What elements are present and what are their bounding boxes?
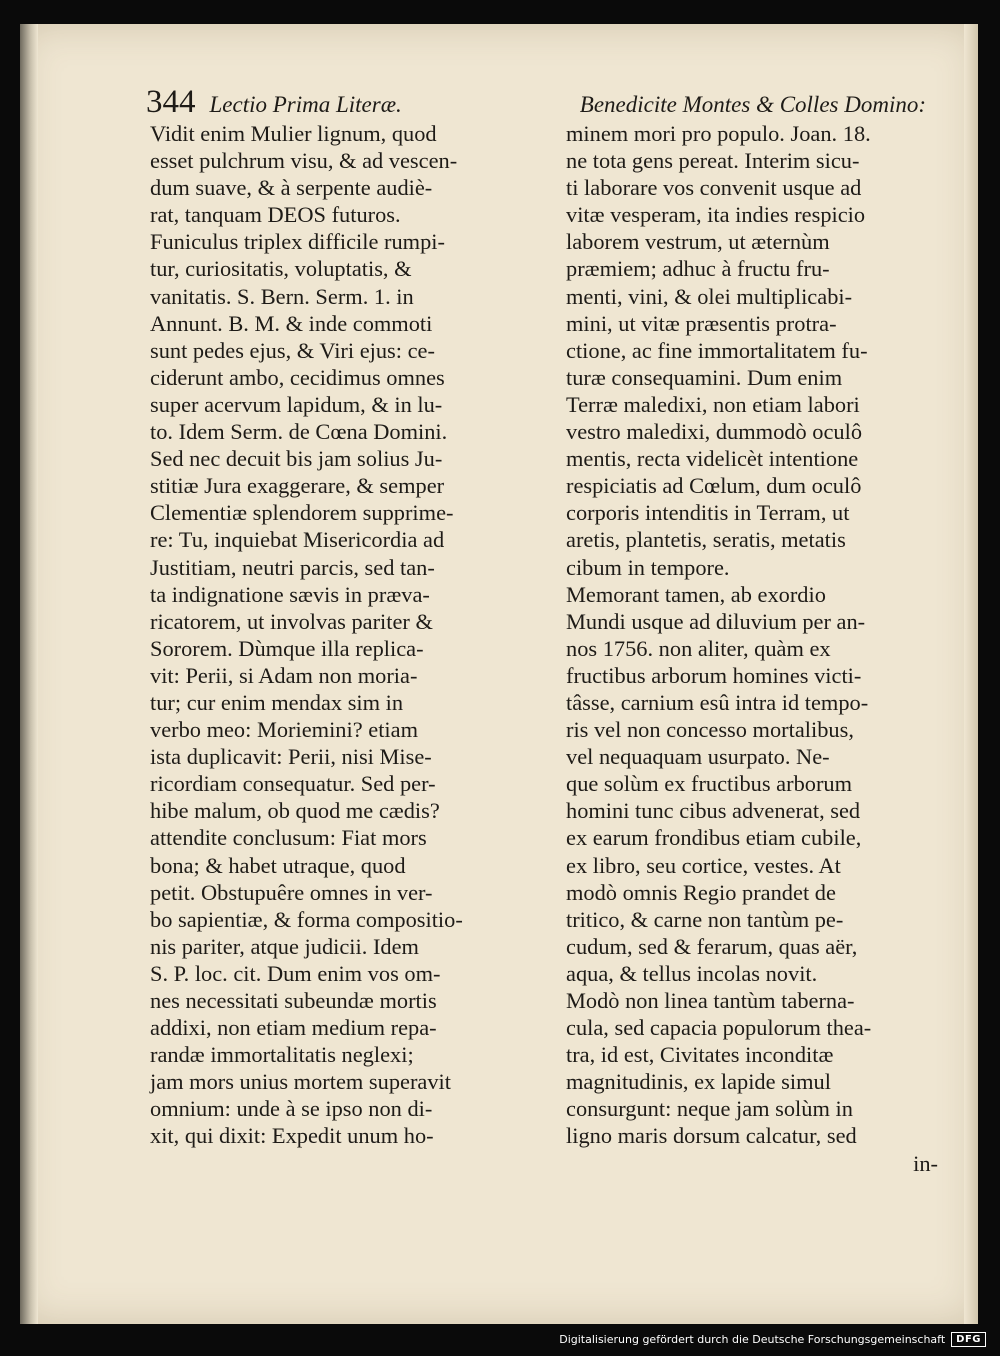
text-line: Justitiam, neutri parcis, sed tan- [150,554,435,580]
text-line: ciderunt ambo, cecidimus omnes [150,364,445,390]
text-line: S. P. loc. cit. Dum enim vos om- [150,960,441,986]
text-line: ex libro, seu cortice, vestes. At [566,852,841,878]
text-line: Clementiæ splendorem supprime- [150,500,454,526]
text-line: minem mori pro populo. Joan. 18. [566,121,871,146]
text-line: Funiculus triplex difficile rumpi- [150,229,445,255]
text-line: tur; cur enim mendax sim in [150,689,404,715]
page-number: 344 [146,84,196,120]
text-line: cudum, sed & ferarum, quas aër, [566,933,858,959]
text-line: ex earum frondibus etiam cubile, [566,825,862,851]
text-line: laborem vestrum, ut æternùm [566,229,830,255]
text-line: menti, vini, & olei multiplicabi- [566,283,853,309]
text-line: ricordiam consequatur. Sed per- [150,771,436,797]
text-line: que solùm ex fructibus arborum [566,771,853,797]
text-line: respiciatis ad Cœlum, dum oculô [566,473,862,499]
text-line: cula, sed capacia populorum thea- [566,1015,872,1041]
page-edge [964,24,978,1324]
text-line: homini tunc cibus advenerat, sed [566,798,861,824]
text-line: Memorant tamen, ab exordio [566,581,826,607]
text-line: ta indignatione sævis in præva- [150,581,430,607]
text-line: ctione, ac fine immortalitatem fu- [566,337,868,363]
text-line: super acervum lapidum, & in lu- [150,391,443,417]
text-line: vit: Perii, si Adam non moria- [150,662,418,688]
text-line: cibum in tempore. [566,554,730,580]
text-line: ligno maris dorsum calcatur, sed [566,1123,857,1149]
text-line: dum suave, & à serpente audiè- [150,175,433,201]
text-line: Sororem. Dùmque illa replica- [150,635,424,661]
text-line: mentis, recta videlicèt intentione [566,446,859,472]
text-line: aretis, plantetis, seratis, metatis [566,527,846,553]
text-line: fructibus arborum homines victi- [566,662,862,688]
page-gutter-shadow [20,24,38,1324]
text-line: hibe malum, ob quod me cædis? [150,798,440,824]
text-line: magnitudinis, ex lapide simul [566,1069,831,1095]
text-line: Annunt. B. M. & inde commoti [150,310,433,336]
right-text-column [566,120,946,1177]
text-line: bona; & habet utraque, quod [150,852,406,878]
footer-text: Digitalisierung gefördert durch die Deutsche Forschungsgemeinschaft [559,1333,946,1346]
text-line: vestro maledixi, dummodò oculô [566,419,863,445]
dfg-logo: DFG [951,1332,986,1347]
text-line: vitæ vesperam, ita indies respicio [566,202,866,228]
text-line: bo sapientiæ, & forma compositio- [150,906,463,932]
text-line: ti laborare vos convenit usque ad [566,175,862,201]
text-line: Sed nec decuit bis jam solius Ju- [150,446,443,472]
text-line: ne tota gens pereat. Interim sicu- [566,148,860,174]
text-line: vanitatis. S. Bern. Serm. 1. in [150,283,414,309]
text-line: verbo meo: Moriemini? etiam [150,717,418,743]
text-line: tritico, & carne non tantùm pe- [566,906,844,932]
running-head [146,84,926,121]
text-line: corporis intenditis in Terram, ut [566,500,850,526]
text-line: præmiem; adhuc à fructu fru- [566,256,830,282]
text-line: Mundi usque ad diluvium per an- [566,608,866,634]
text-line: mini, ut vitæ præsentis protra- [566,310,837,336]
text-line: Vidit enim Mulier lignum, quod [150,121,437,146]
text-line: ista duplicavit: Perii, nisi Mise- [150,744,432,770]
text-line: ris vel non concesso mortalibus, [566,717,854,743]
text-line: nos 1756. non aliter, quàm ex [566,635,831,661]
text-line: randæ immortalitatis neglexi; [150,1042,414,1068]
text-line: attendite conclusum: Fiat mors [150,825,427,851]
text-line: petit. Obstupuêre omnes in ver- [150,879,433,905]
text-line: nis pariter, atque judicii. Idem [150,933,419,959]
text-line: re: Tu, inquiebat Misericordia ad [150,527,445,553]
text-line: vel nequaquam usurpato. Ne- [566,744,830,770]
text-line: esset pulchrum visu, & ad vescen- [150,148,458,174]
text-line: tra, id est, Civitates inconditæ [566,1042,834,1068]
text-line: Terræ maledixi, non etiam labori [566,391,860,417]
text-line: ricatorem, ut involvas pariter & [150,608,433,634]
left-text-column [150,120,548,1150]
text-line: aqua, & tellus incolas novit. [566,960,818,986]
text-line: to. Idem Serm. de Cœna Domini. [150,419,448,445]
running-head-left: Lectio Prima Literæ. [209,92,402,117]
text-line: jam mors unius mortem superavit [150,1069,451,1095]
text-line: turæ consequamini. Dum enim [566,364,843,390]
footer-credit [559,1332,986,1347]
running-head-right: Benedicite Montes & Colles Domino: [579,92,926,117]
text-line: omnium: unde à se ipso non di- [150,1096,433,1122]
text-line: stitiæ Jura exaggerare, & semper [150,473,445,499]
text-line: in- [913,1150,938,1176]
text-line: Modò non linea tantùm taberna- [566,988,855,1013]
text-line: tur, curiositatis, voluptatis, & [150,256,412,282]
text-line: modò omnis Regio prandet de [566,879,836,905]
text-line: rat, tanquam DEOS futuros. [150,202,401,228]
text-line: tâsse, carnium esû intra id tempo- [566,689,869,715]
text-line: consurgunt: neque jam solùm in [566,1096,853,1122]
text-line: nes necessitati subeundæ mortis [150,988,437,1013]
text-line: addixi, non etiam medium repa- [150,1015,437,1041]
text-line: xit, qui dixit: Expedit unum ho- [150,1123,434,1149]
text-line: sunt pedes ejus, & Viri ejus: ce- [150,337,435,363]
